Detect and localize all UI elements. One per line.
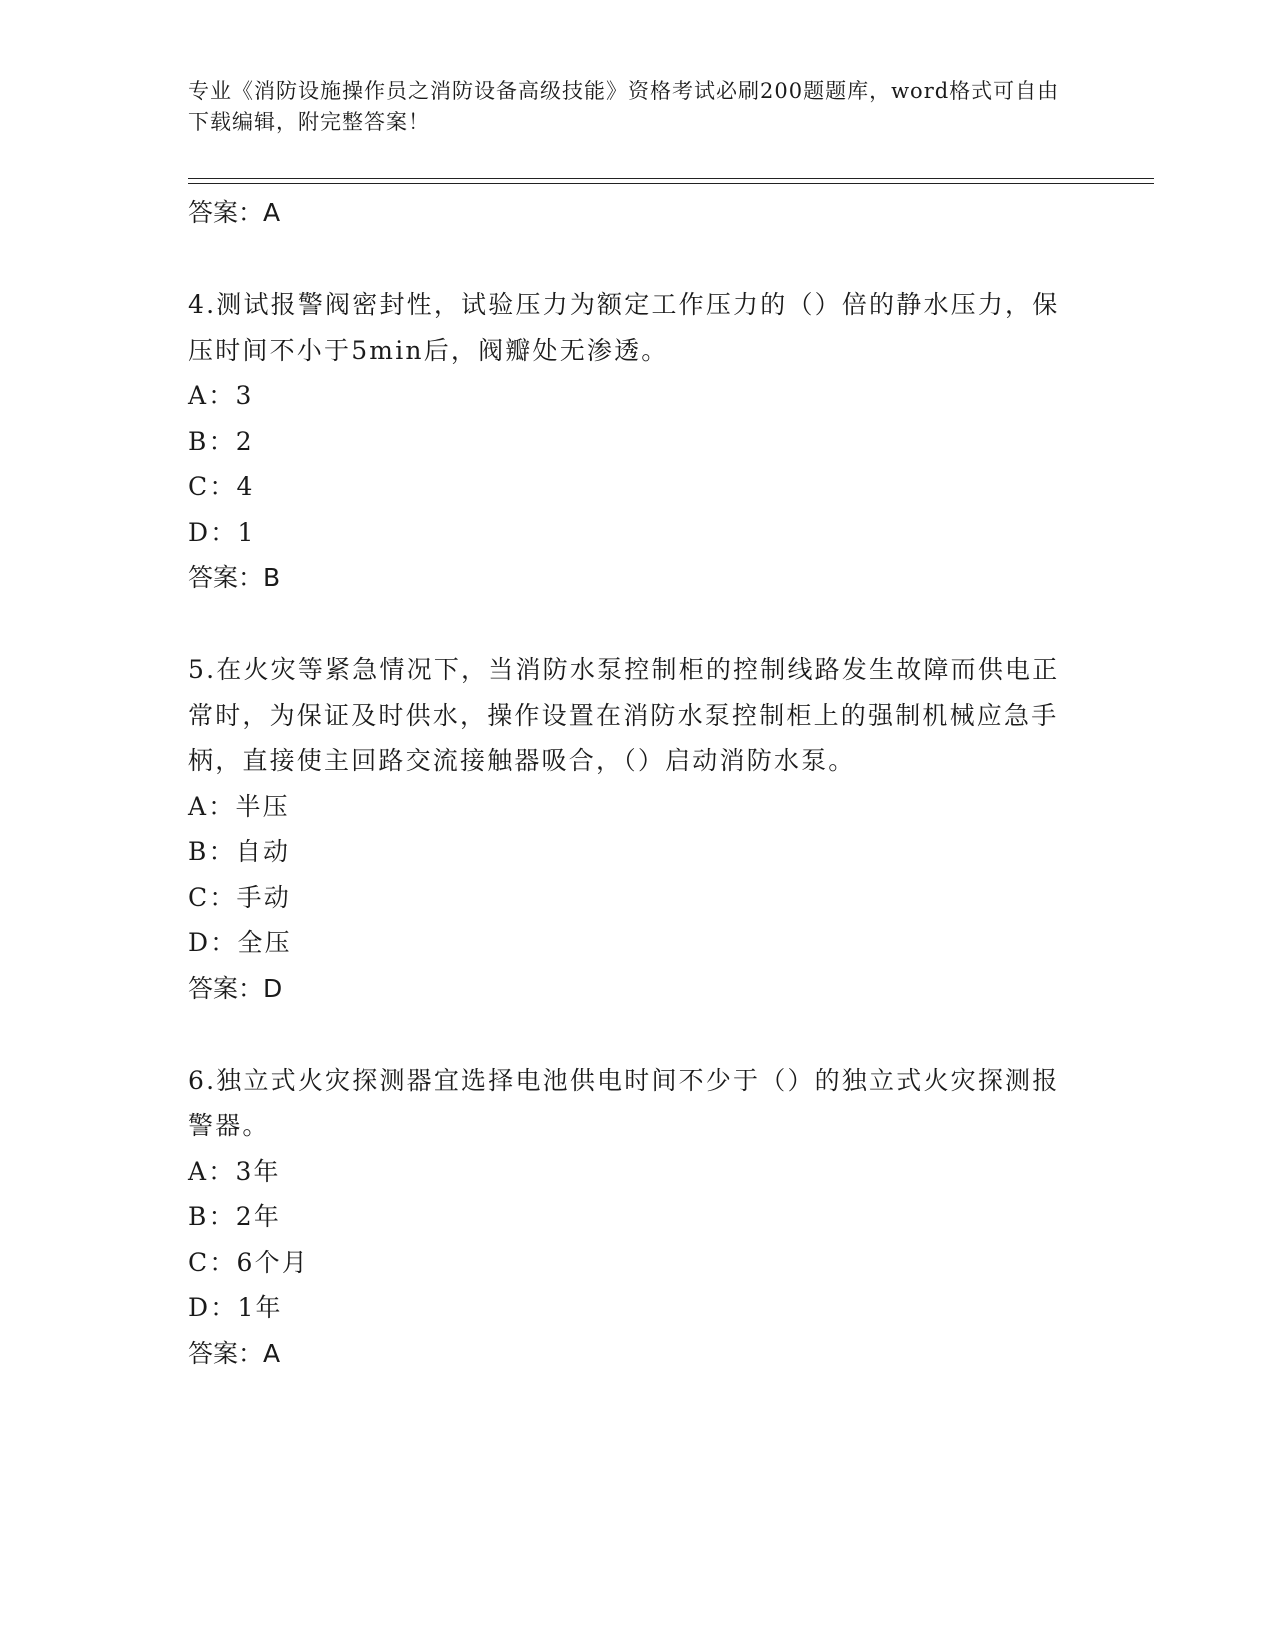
answer-text: 答案：D — [188, 973, 283, 1003]
document-header: 专业《消防设施操作员之消防设备高级技能》资格考试必刷200题题库，word格式可自由下载编辑，附完整答案！ — [188, 79, 1060, 134]
header-divider-top — [188, 178, 1154, 179]
option-a: A：3年 — [188, 1156, 281, 1186]
previous-answer: 答案：A — [188, 198, 281, 227]
question-block — [188, 282, 1068, 600]
option-b: B：2年 — [188, 1202, 282, 1231]
question-text: 4.测试报警阀密封性，试验压力为额定工作压力的（）倍的静水压力，保压时间不小于5min后，阀瓣处无渗透。 — [188, 290, 1060, 365]
option-c: C：手动 — [188, 882, 291, 912]
option-c: C：6个月 — [188, 1247, 310, 1277]
option-a: A：半压 — [188, 791, 290, 821]
header-divider-bottom — [188, 183, 1154, 184]
answer-text: 答案：A — [188, 1338, 281, 1368]
option-d: D：1年 — [188, 1293, 283, 1322]
question-block — [188, 1058, 1068, 1376]
option-d: D：全压 — [188, 928, 292, 957]
spacer — [188, 1011, 1068, 1058]
spacer — [188, 235, 1068, 282]
option-c: C：4 — [188, 472, 255, 501]
option-b: B：自动 — [188, 837, 291, 866]
question-block — [188, 647, 1068, 1011]
question-text: 5.在火灾等紧急情况下，当消防水泵控制柜的控制线路发生故障而供电正常时，为保证及时供水，操作设置在消防水泵控制柜上的强制机械应急手柄，直接使主回路交流接触器吸合，（）启动消防水泵。 — [188, 655, 1060, 775]
answer-text: 答案：B — [188, 563, 281, 592]
question-text: 6.独立式火灾探测器宜选择电池供电时间不少于（）的独立式火灾探测报警器。 — [188, 1065, 1060, 1140]
option-b: B：2 — [188, 426, 254, 456]
spacer — [188, 600, 1068, 647]
option-a: A：3 — [188, 381, 254, 410]
option-d: D：1 — [188, 517, 256, 547]
question-list — [188, 190, 1068, 1376]
